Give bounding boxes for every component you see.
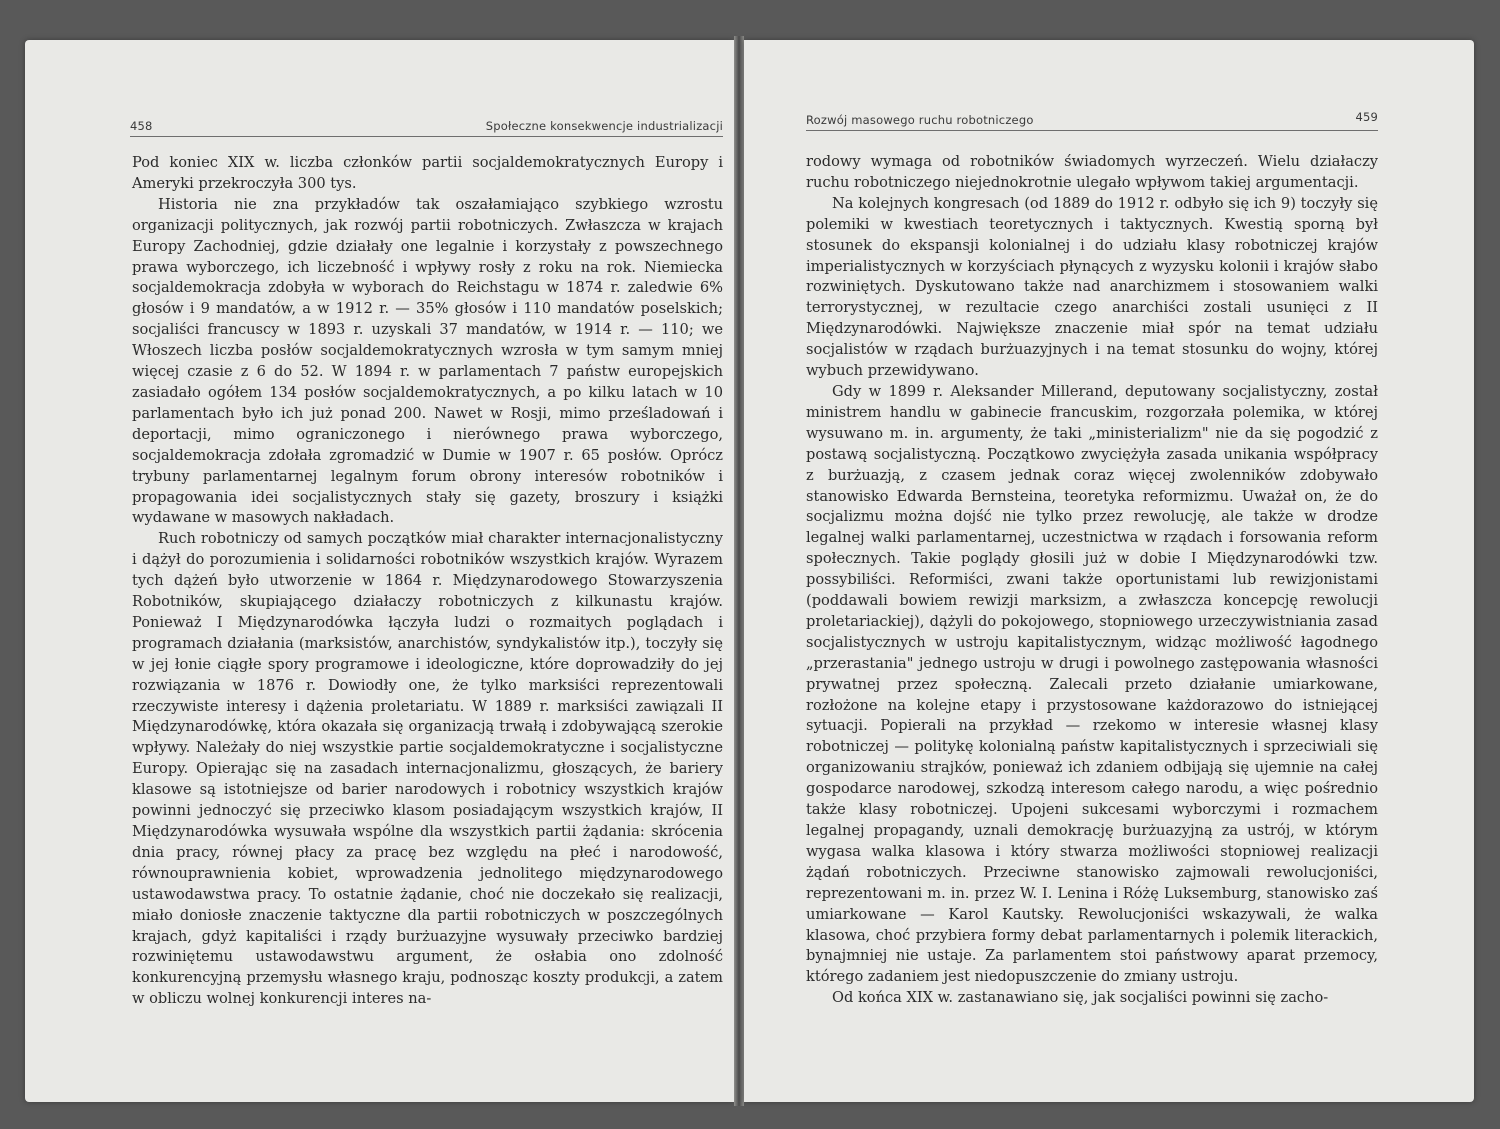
page-number-right: 459 <box>1355 110 1378 124</box>
right-page <box>744 40 1474 1102</box>
paragraph: Od końca XIX w. zastanawiano się, jak socjaliści powinni się zacho- <box>832 989 1329 1007</box>
paragraph: Historia nie zna przykładów tak oszałamiająco szybkiego wzrostu organizacji politycznych, jak rozwój partii robotniczych. Zwłaszcza w krajach Europy Zachodniej, gdzie działały one legalnie i korzystały z powszechnego prawa wyborczego, ich liczebność i wpływy rosły z roku na rok. Niemiecka socjaldemokracja zdobyła w wyborach do Reichstagu w 1874 r. zaledwie 6% głosów i 9 mandatów, a w 1912 r. — 35% głosów i 110 mandatów poselskich; socjaliści francuscy w 1893 r. uzyskali 37 mandatów, w 1914 r. — 110; we Włoszech liczba posłów socjaldemokratycznych wzrosła w tym samym mniej więcej czasie z 6 do 52. W 1894 r. w parlamentach 7 państw europejskich zasiadało ogółem 134 posłów socjaldemokratycznych, a po kilku latach w 10 parlamentach było ich już ponad 200. Nawet w Rosji, mimo prześladowań i deportacji, mimo ograniczonego i nierównego prawa wyborczego, socjaldemokracja zdołała zgromadzić w Dumie w 1907 r. 65 posłów. Oprócz trybuny parlamentarnej legalnym forum obrony interesów robotników i propagowania idei socjalistycznych stały się gazety, broszury i książki wydawane w masowych nakładach. <box>132 195 723 527</box>
running-title-left: Społeczne konsekwencje industrializacji <box>485 119 723 133</box>
paragraph: rodowy wymaga od robotników świadomych wyrzeczeń. Wielu działaczy ruchu robotniczego niejednokrotnie ulegało wpływom takiej argumentacji. <box>806 153 1378 191</box>
paragraph: Ruch robotniczy od samych początków miał charakter internacjonalistyczny i dążył do porozumienia i solidarności robotników wszystkich krajów. Wyrazem tych dążeń było utworzenie w 1864 r. Międzynarodowego Stowarzyszenia Robotników, skupiającego działaczy robotniczych z kilkunastu krajów. Ponieważ I Międzynarodówka łączyła ludzi o rozmaitych poglądach i programach działania (marksistów, anarchistów, syndykalistów itp.), toczyły się w jej łonie ciągłe spory programowe i ideologiczne, które doprowadziły do jej rozwiązania w 1876 r. Dowiodły one, że tylko marksiści reprezentowali rzeczywiste interesy i dążenia proletariatu. W 1889 r. marksiści zawiązali II Międzynarodówkę, która okazała się organizacją trwałą i zdobywającą szerokie wpływy. Należały do niej wszystkie partie socjaldemokratyczne i socjalistyczne Europy. Opierając się na zasadach internacjonalizmu, głoszących, że bariery klasowe są istotniejsze od barier narodowych i robotnicy wszystkich krajów powinni jednoczyć się przeciwko klasom posiadającym wszystkich krajów, II Międzynarodówka wysuwała wspólne dla wszystkich partii żądania: skrócenia dnia pracy, równej płacy za pracę bez względu na płeć i narodowość, równouprawnienia kobiet, wprowadzenia jednolitego międzynarodowego ustawodawstwa pracy. To ostatnie żądanie, choć nie doczekało się realizacji, miało doniosłe znaczenie taktyczne dla partii robotniczych w poszczególnych krajach, gdyż kapitaliści i rządy burżuazyjne wysuwały przeciwko bardziej rozwiniętemu ustawodawstwu argument, że osłabia ono zdolność konkurencyjną przemysłu własnego kraju, podnosząc koszty produkcji, a zatem w obliczu wolnej konkurencji interes na- <box>132 530 723 1008</box>
paragraph: Gdy w 1899 r. Aleksander Millerand, deputowany socjalistyczny, został ministrem handlu w gabinecie francuskim, rozgorzała polemika, w której wysuwano m. in. argumenty, że taki „ministerializm" nie da się pogodzić z postawą socjalistyczną. Początkowo zwyciężyła zasada unikania współpracy z burżuazją, z czasem jednak coraz więcej zwolenników zdobywało stanowisko Edwarda Bernsteina, teoretyka reformizmu. Uważał on, że do socjalizmu można dojść nie tylko przez rewolucję, ale także w drodze legalnej walki parlamentarnej, uczestnictwa w rządach i forsowania reform społecznych. Takie poglądy głosili już w dobie I Międzynarodówki tzw. possybiliści. Reformiści, zwani także oportunistami lub rewizjonistami (poddawali bowiem rewizji marksizm, a zwłaszcza koncepcję rewolucji proletariackiej), dążyli do pokojowego, stopniowego urzeczywistniania zasad socjalistycznych w ustroju kapitalistycznym, widząc możliwość łagodnego „przerastania" jednego ustroju w drugi i powolnego zastępowania własności prywatnej przez społeczną. Zalecali przeto działanie umiarkowane, rozłożone na kolejne etapy i przystosowane każdorazowo do istniejącej sytuacji. Popierali na przykład — rzekomo w interesie własnej klasy robotniczej — politykę kolonialną państw kapitalistycznych i sprzeciwiali się organizowaniu strajków, ponieważ ich zdaniem odbijają się ujemnie na całej gospodarce narodowej, szkodzą interesom całego narodu, a więc pośrednio także klasy robotniczej. Upojeni sukcesami wyborczymi i rozmachem legalnej propagandy, uznali demokrację burżuazyjną za ustrój, w którym wygasa walka klasowa i który stwarza możliwości stopniowej realizacji żądań robotniczych. Przeciwne stanowisko zajmowali rewolucjoniści, reprezentowani m. in. przez W. I. Lenina i Różę Luksemburg, stanowisko zaś umiarkowane — Karol Kautsky. Rewolucjoniści wskazywali, że walka klasowa, choć przybiera formy debat parlamentarnych i polemik literackich, bynajmniej nie ustaje. Za parlamentem stoi państwowy aparat przemocy, którego zadaniem jest niedopuszczenie do zmiany ustroju. <box>806 382 1378 986</box>
page-number-left: 458 <box>130 119 153 133</box>
paragraph: Na kolejnych kongresach (od 1889 do 1912 r. odbyło się ich 9) toczyły się polemiki w kwestiach teoretycznych i taktycznych. Kwestią sporną był stosunek do ekspansji kolonialnej i do udziału klasy robotniczej krajów imperialistycznych w korzyściach płynących z wyzysku kolonii i krajów słabo rozwiniętych. Dyskutowano także nad anarchizmem i stosowaniem walki terrorystycznej, w rezultacie czego anarchiści zostali usunięci z II Międzynarodówki. Największe znaczenie miał spór na temat udziału socjalistów w rządach burżuazyjnych i na temat stosunku do wojny, której wybuch przewidywano. <box>806 194 1378 380</box>
running-title-right: Rozwój masowego ruchu robotniczego <box>806 113 1034 127</box>
right-page-body <box>806 152 1378 1009</box>
book-gutter <box>734 36 744 1106</box>
running-head-right <box>806 110 1378 131</box>
left-page-body <box>132 153 723 1010</box>
running-head-left <box>130 116 723 137</box>
paragraph: Pod koniec XIX w. liczba członków partii socjaldemokratycznych Europy i Ameryki przekroczyła 300 tys. <box>132 154 723 192</box>
left-page <box>25 40 734 1102</box>
